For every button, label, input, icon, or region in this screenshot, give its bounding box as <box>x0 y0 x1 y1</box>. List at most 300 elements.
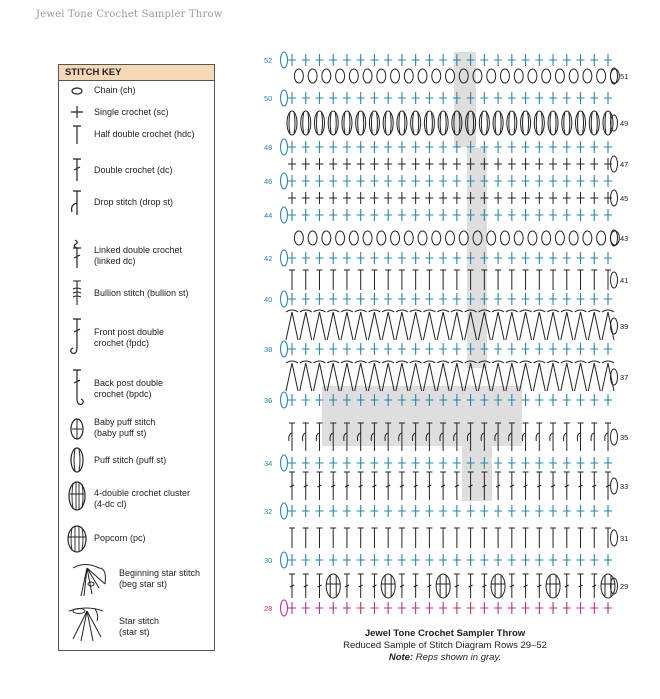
single-crochet-mark <box>590 343 598 355</box>
stitch-mark <box>303 574 309 598</box>
single-crochet-mark <box>315 209 323 221</box>
single-crochet-mark <box>302 554 310 566</box>
single-crochet-mark <box>563 505 571 517</box>
key-item-single-crochet <box>59 103 214 121</box>
stitch-mark <box>495 472 501 500</box>
single-crochet-mark <box>563 92 571 104</box>
turning-chain <box>281 455 288 471</box>
stitch-mark <box>330 472 336 500</box>
single-crochet-mark <box>590 457 598 469</box>
single-crochet-mark <box>563 602 571 614</box>
turning-chain <box>281 503 288 519</box>
stitch-mark <box>550 423 556 451</box>
stitch-mark <box>371 472 377 500</box>
single-crochet-mark <box>288 293 296 305</box>
single-crochet-mark <box>425 602 433 614</box>
single-crochet-mark <box>604 252 612 264</box>
drop-stitch-icon <box>59 189 93 217</box>
single-crochet-mark <box>439 554 447 566</box>
chain-mark <box>569 231 578 245</box>
single-crochet-mark <box>549 394 557 406</box>
stitch-mark <box>523 574 529 598</box>
stitch-mark <box>330 270 336 290</box>
single-crochet-mark <box>288 554 296 566</box>
stitch-mark <box>300 310 312 340</box>
stitch-row <box>281 52 613 68</box>
single-crochet-mark <box>288 54 296 66</box>
chain-mark <box>391 69 400 83</box>
turning-chain <box>281 552 288 568</box>
single-crochet-mark <box>439 54 447 66</box>
stitch-mark <box>329 158 337 170</box>
stitch-mark <box>316 270 322 290</box>
stitch-mark <box>454 270 460 290</box>
stitch-mark <box>575 361 587 391</box>
stitch-mark <box>343 158 351 170</box>
single-crochet-mark <box>302 141 310 153</box>
stitch-mark <box>509 528 515 548</box>
single-crochet-mark <box>384 252 392 264</box>
single-crochet-mark <box>439 457 447 469</box>
stitch-mark <box>590 192 598 204</box>
single-crochet-mark <box>370 554 378 566</box>
stitch-mark <box>533 361 545 391</box>
single-crochet-mark <box>494 602 502 614</box>
single-crochet-mark <box>494 209 502 221</box>
row-number-left: 50 <box>264 94 273 103</box>
single-crochet-mark <box>508 175 516 187</box>
stitch-row <box>281 503 613 519</box>
stitch-mark <box>577 423 583 451</box>
single-crochet-mark <box>425 554 433 566</box>
single-crochet-mark <box>453 505 461 517</box>
turning-chain <box>281 52 288 68</box>
key-label: Puff stitch (puff st) <box>94 455 167 465</box>
single-crochet-mark <box>577 394 585 406</box>
single-crochet-mark <box>439 92 447 104</box>
turning-chain <box>281 600 288 616</box>
chain-mark <box>404 231 413 245</box>
stitch-mark <box>454 528 460 548</box>
single-crochet-mark <box>480 54 488 66</box>
repeat-band <box>322 386 522 446</box>
key-label: crochet (fpdc) <box>94 338 150 348</box>
four-dc-cluster-icon <box>59 478 93 514</box>
stitch-mark <box>440 112 446 134</box>
single-crochet-mark <box>549 141 557 153</box>
single-crochet-mark <box>590 394 598 406</box>
single-crochet-mark <box>288 457 296 469</box>
key-item-linked-double-crochet <box>59 238 214 270</box>
stitch-mark <box>344 574 350 598</box>
single-crochet-mark <box>522 293 530 305</box>
single-crochet-mark <box>302 602 310 614</box>
single-crochet-mark <box>288 92 296 104</box>
stitch-mark <box>399 528 405 548</box>
single-crochet-mark <box>508 54 516 66</box>
turning-chain <box>611 530 618 546</box>
single-crochet-mark <box>398 175 406 187</box>
stitch-row <box>281 173 613 189</box>
row-number-right: 43 <box>620 234 629 243</box>
turning-chain <box>611 68 618 84</box>
stitch-diagram <box>262 48 640 626</box>
single-crochet-mark <box>563 54 571 66</box>
single-crochet-mark <box>549 92 557 104</box>
stitch-mark <box>481 112 487 134</box>
single-crochet-mark <box>508 293 516 305</box>
caption-subtitle: Reduced Sample of Stitch Diagram Rows 29–52 <box>343 640 547 651</box>
single-crochet-mark <box>343 457 351 469</box>
row-number-right: 41 <box>620 276 629 285</box>
row-number-right: 37 <box>620 373 629 382</box>
single-crochet-mark <box>549 54 557 66</box>
stitch-mark <box>509 270 515 290</box>
stitch-row <box>281 250 613 266</box>
single-crochet-mark <box>357 92 365 104</box>
single-crochet-mark <box>425 252 433 264</box>
stitch-mark <box>300 361 312 391</box>
single-crochet-mark <box>357 293 365 305</box>
key-label: Baby puff stitch <box>94 417 156 427</box>
single-crochet-mark <box>577 175 585 187</box>
single-crochet-mark <box>467 505 475 517</box>
single-crochet-mark <box>357 602 365 614</box>
stitch-mark <box>399 574 405 598</box>
single-crochet-mark <box>288 209 296 221</box>
stitch-mark <box>371 270 377 290</box>
cluster-mark <box>601 574 615 598</box>
single-crochet-mark <box>288 175 296 187</box>
stitch-mark <box>494 192 502 204</box>
single-crochet-mark <box>384 293 392 305</box>
single-crochet-mark <box>425 209 433 221</box>
single-crochet-mark <box>508 505 516 517</box>
turning-chain <box>281 207 288 223</box>
single-crochet-mark <box>370 141 378 153</box>
single-crochet-mark <box>453 343 461 355</box>
stitch-row <box>281 600 613 616</box>
stitch-mark <box>370 158 378 170</box>
bullion-stitch-icon <box>59 279 93 307</box>
single-crochet-mark <box>370 175 378 187</box>
single-crochet-mark <box>522 175 530 187</box>
single-crochet-mark <box>315 175 323 187</box>
single-crochet-mark <box>343 141 351 153</box>
stitch-mark <box>523 472 529 500</box>
stitch-mark <box>536 270 542 290</box>
single-crochet-mark <box>398 54 406 66</box>
key-label: (linked dc) <box>94 256 136 266</box>
stitch-mark <box>358 270 364 290</box>
single-crochet-mark <box>535 92 543 104</box>
single-crochet-mark <box>398 457 406 469</box>
single-crochet-mark <box>370 54 378 66</box>
single-crochet-mark <box>343 175 351 187</box>
single-crochet-mark <box>315 457 323 469</box>
stitch-mark <box>371 574 377 598</box>
single-crochet-mark <box>535 343 543 355</box>
chain-mark <box>542 231 551 245</box>
single-crochet-mark <box>384 602 392 614</box>
single-crochet-mark <box>494 554 502 566</box>
linked-double-crochet-icon <box>59 238 93 270</box>
stitch-mark <box>440 270 446 290</box>
single-crochet-mark <box>412 141 420 153</box>
single-crochet-mark <box>522 92 530 104</box>
stitch-mark <box>313 310 325 340</box>
stitch-mark <box>536 574 542 598</box>
stitch-mark <box>413 270 419 290</box>
single-crochet-mark <box>384 505 392 517</box>
single-crochet-mark <box>329 252 337 264</box>
stitch-mark <box>344 112 350 134</box>
single-crochet-mark <box>549 209 557 221</box>
chain-mark <box>322 69 331 83</box>
single-crochet-mark <box>302 92 310 104</box>
single-crochet-mark <box>329 505 337 517</box>
stitch-mark <box>588 361 600 391</box>
single-crochet-mark <box>343 554 351 566</box>
stitch-mark <box>522 192 530 204</box>
stitch-mark <box>396 310 408 340</box>
chain-mark <box>336 69 345 83</box>
single-crochet-mark <box>494 252 502 264</box>
single-crochet-mark <box>425 54 433 66</box>
turning-chain <box>611 478 618 494</box>
chain-mark <box>294 69 303 83</box>
single-crochet-mark <box>522 141 530 153</box>
turning-chain <box>281 291 288 307</box>
row-number-left: 34 <box>264 459 273 468</box>
key-item-popcorn <box>59 521 214 557</box>
single-crochet-mark <box>590 252 598 264</box>
single-crochet-mark <box>412 92 420 104</box>
single-crochet-mark <box>398 141 406 153</box>
single-crochet-mark <box>343 92 351 104</box>
stitch-mark <box>468 528 474 548</box>
single-crochet-mark <box>288 602 296 614</box>
chain-mark <box>308 231 317 245</box>
stitch-mark <box>426 112 432 134</box>
stitch-mark <box>588 310 600 340</box>
single-crochet-mark <box>604 394 612 406</box>
stitch-mark <box>523 528 529 548</box>
single-crochet-mark <box>535 602 543 614</box>
single-crochet-mark <box>357 209 365 221</box>
stitch-mark <box>509 112 515 134</box>
single-crochet-mark <box>329 602 337 614</box>
single-crochet-mark <box>370 293 378 305</box>
stitch-mark <box>440 528 446 548</box>
chain-mark <box>446 69 455 83</box>
caption <box>320 628 570 664</box>
single-crochet-mark <box>439 209 447 221</box>
stitch-mark <box>358 528 364 548</box>
stitch-mark <box>385 112 391 134</box>
single-crochet-mark <box>480 505 488 517</box>
stitch-mark <box>492 310 504 340</box>
single-crochet-mark <box>577 141 585 153</box>
stitch-mark <box>426 270 432 290</box>
turning-chain <box>611 318 618 334</box>
chain-mark <box>377 231 386 245</box>
single-crochet-mark <box>412 54 420 66</box>
stitch-mark <box>371 528 377 548</box>
stitch-mark <box>286 361 298 391</box>
stitch-mark <box>578 472 584 500</box>
single-crochet-mark <box>329 92 337 104</box>
stitch-mark <box>316 574 322 598</box>
single-crochet-mark <box>508 554 516 566</box>
single-crochet-mark <box>439 602 447 614</box>
key-item-bullion-stitch <box>59 279 214 307</box>
single-crochet-mark <box>577 54 585 66</box>
single-crochet-mark <box>590 92 598 104</box>
single-crochet-mark <box>343 602 351 614</box>
chain-mark <box>597 69 606 83</box>
single-crochet-mark <box>453 602 461 614</box>
stitch-mark <box>481 528 487 548</box>
stitch-mark <box>440 472 446 500</box>
stitch-mark <box>370 192 378 204</box>
single-crochet-mark <box>508 343 516 355</box>
stitch-mark <box>315 192 323 204</box>
single-crochet-mark <box>315 343 323 355</box>
stitch-mark <box>549 158 557 170</box>
stitch-mark <box>547 310 559 340</box>
single-crochet-mark <box>398 92 406 104</box>
note-text: Reps shown in gray. <box>415 652 502 663</box>
stitch-mark <box>494 158 502 170</box>
single-crochet-mark <box>315 141 323 153</box>
single-crochet-icon <box>59 103 93 121</box>
stitch-row <box>289 574 618 598</box>
single-crochet-mark <box>302 505 310 517</box>
single-crochet-mark <box>535 293 543 305</box>
single-crochet-mark <box>549 252 557 264</box>
stitch-mark <box>506 310 518 340</box>
single-crochet-mark <box>370 209 378 221</box>
stitch-mark <box>495 528 501 548</box>
stitch-mark <box>399 270 405 290</box>
chain-mark <box>583 69 592 83</box>
stitch-mark <box>561 310 573 340</box>
turning-chain <box>611 115 618 131</box>
chain-mark <box>363 69 372 83</box>
single-crochet-mark <box>522 209 530 221</box>
single-crochet-mark <box>343 343 351 355</box>
single-crochet-mark <box>494 457 502 469</box>
stitch-key-header: STITCH KEY <box>59 65 214 81</box>
chain-mark <box>487 231 496 245</box>
single-crochet-mark <box>329 343 337 355</box>
single-crochet-mark <box>302 175 310 187</box>
single-crochet-mark <box>370 602 378 614</box>
single-crochet-mark <box>563 554 571 566</box>
row-number-left: 48 <box>264 143 273 152</box>
chain-mark <box>432 231 441 245</box>
single-crochet-mark <box>535 457 543 469</box>
chain-mark <box>542 69 551 83</box>
stitch-row <box>288 156 618 172</box>
stitch-mark <box>439 192 447 204</box>
chain-mark <box>446 231 455 245</box>
stitch-mark <box>495 112 501 134</box>
single-crochet-mark <box>590 209 598 221</box>
stitch-mark <box>520 310 532 340</box>
stitch-mark <box>398 192 406 204</box>
key-item-puff-stitch <box>59 445 214 475</box>
single-crochet-mark <box>508 209 516 221</box>
chain-mark <box>404 69 413 83</box>
single-crochet-mark <box>412 175 420 187</box>
cluster-mark <box>491 574 505 598</box>
chain-mark <box>555 231 564 245</box>
stitch-mark <box>316 472 322 500</box>
single-crochet-mark <box>425 505 433 517</box>
single-crochet-mark <box>590 175 598 187</box>
stitch-row <box>289 270 618 290</box>
stitch-mark <box>413 112 419 134</box>
single-crochet-mark <box>302 293 310 305</box>
single-crochet-mark <box>357 505 365 517</box>
single-crochet-mark <box>357 141 365 153</box>
single-crochet-mark <box>329 457 337 469</box>
chain-mark <box>308 69 317 83</box>
single-crochet-mark <box>535 394 543 406</box>
stitch-mark <box>289 112 295 134</box>
stitch-mark <box>509 472 515 500</box>
key-label: Double crochet (dc) <box>94 165 173 175</box>
single-crochet-mark <box>453 457 461 469</box>
single-crochet-mark <box>604 209 612 221</box>
single-crochet-mark <box>315 252 323 264</box>
note-label: Note: <box>388 652 414 663</box>
stitch-key <box>58 64 215 651</box>
key-label: Beginning star stitch <box>119 568 201 578</box>
single-crochet-mark <box>494 54 502 66</box>
repeat-band <box>462 446 492 501</box>
single-crochet-mark <box>357 457 365 469</box>
key-item-chain <box>59 82 214 100</box>
stitch-mark <box>439 158 447 170</box>
single-crochet-mark <box>302 457 310 469</box>
stitch-mark <box>564 423 570 451</box>
stitch-mark <box>358 472 364 500</box>
single-crochet-mark <box>508 92 516 104</box>
stitch-mark <box>563 192 571 204</box>
single-crochet-mark <box>563 141 571 153</box>
chain-mark <box>569 69 578 83</box>
single-crochet-mark <box>563 293 571 305</box>
stitch-mark <box>399 112 405 134</box>
chain-mark <box>514 231 523 245</box>
single-crochet-mark <box>563 175 571 187</box>
single-crochet-mark <box>563 252 571 264</box>
stitch-mark <box>385 472 391 500</box>
chain-mark <box>363 231 372 245</box>
chain-mark <box>555 69 564 83</box>
single-crochet-mark <box>412 554 420 566</box>
single-crochet-mark <box>425 175 433 187</box>
key-label: (4-dc cl) <box>94 499 127 509</box>
single-crochet-mark <box>370 457 378 469</box>
stitch-mark <box>564 270 570 290</box>
row-number-left: 32 <box>264 507 273 516</box>
single-crochet-mark <box>535 554 543 566</box>
stitch-mark <box>536 528 542 548</box>
